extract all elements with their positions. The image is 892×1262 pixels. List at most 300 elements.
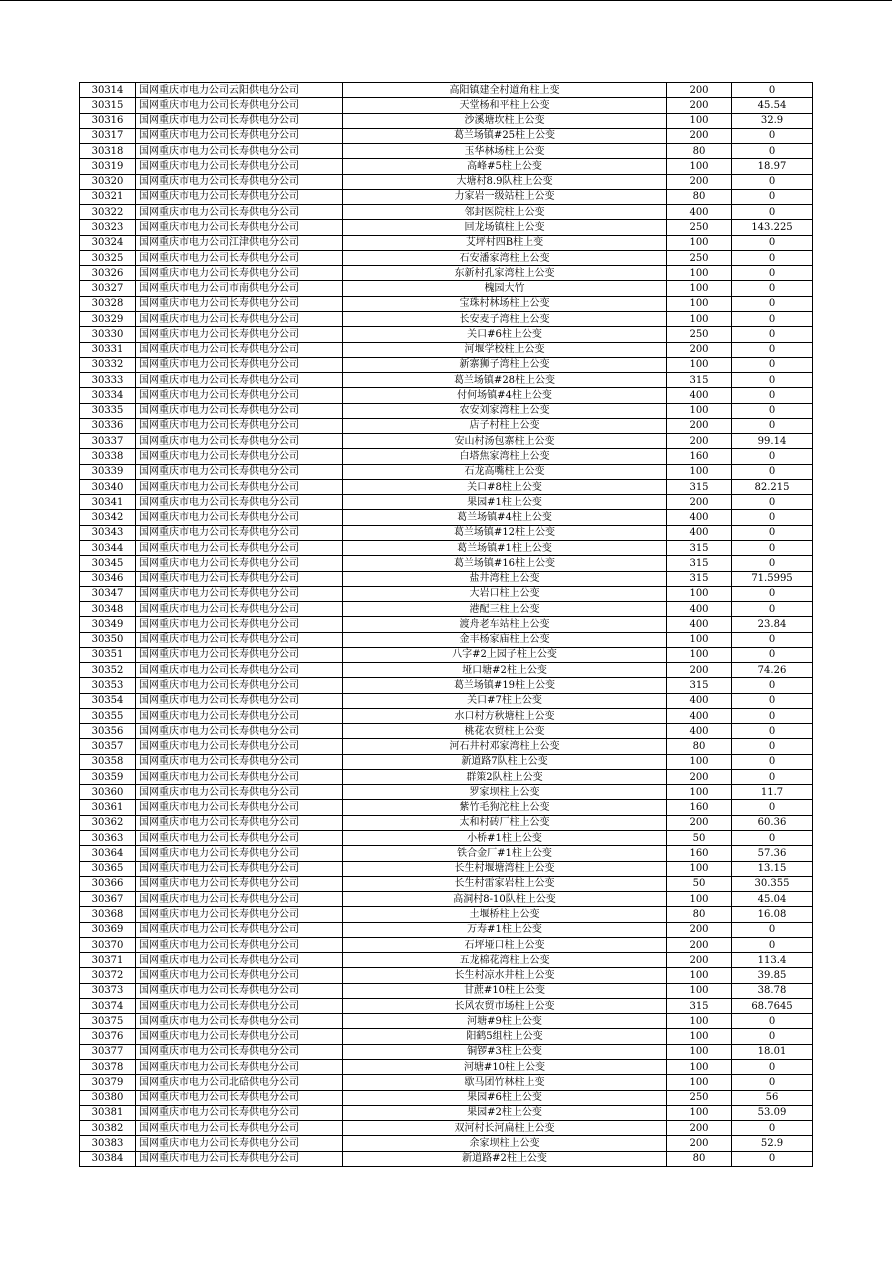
cell-company: 国网重庆市电力公司长寿供电分公司 xyxy=(136,434,343,449)
cell-load: 0 xyxy=(732,205,813,220)
cell-load: 0 xyxy=(732,1060,813,1075)
cell-company: 国网重庆市电力公司长寿供电分公司 xyxy=(136,174,343,189)
cell-capacity: 80 xyxy=(667,907,732,922)
cell-company: 国网重庆市电力公司江津供电分公司 xyxy=(136,235,343,250)
cell-capacity: 200 xyxy=(667,342,732,357)
cell-capacity: 200 xyxy=(667,418,732,433)
cell-company: 国网重庆市电力公司长寿供电分公司 xyxy=(136,403,343,418)
cell-capacity: 50 xyxy=(667,831,732,846)
cell-id: 30381 xyxy=(80,1105,136,1120)
cell-capacity: 100 xyxy=(667,296,732,311)
cell-id: 30374 xyxy=(80,998,136,1013)
cell-company: 国网重庆市电力公司北碚供电分公司 xyxy=(136,1075,343,1090)
cell-transformer-name: 高阳镇建全村道角柱上变 xyxy=(343,83,667,98)
cell-company: 国网重庆市电力公司长寿供电分公司 xyxy=(136,998,343,1013)
cell-company: 国网重庆市电力公司长寿供电分公司 xyxy=(136,510,343,525)
cell-company: 国网重庆市电力公司长寿供电分公司 xyxy=(136,724,343,739)
cell-transformer-name: 水口村方秋塘柱上公变 xyxy=(343,708,667,723)
cell-id: 30384 xyxy=(80,1151,136,1166)
table-row xyxy=(80,647,813,662)
cell-id: 30356 xyxy=(80,724,136,739)
cell-load: 38.78 xyxy=(732,983,813,998)
table-row xyxy=(80,1075,813,1090)
cell-load: 0 xyxy=(732,1075,813,1090)
cell-capacity: 400 xyxy=(667,617,732,632)
table-row xyxy=(80,602,813,617)
cell-load: 13.15 xyxy=(732,861,813,876)
cell-id: 30350 xyxy=(80,632,136,647)
cell-transformer-name: 河塘#10柱上公变 xyxy=(343,1060,667,1075)
cell-company: 国网重庆市电力公司长寿供电分公司 xyxy=(136,205,343,220)
cell-company: 国网重庆市电力公司长寿供电分公司 xyxy=(136,983,343,998)
cell-load: 0 xyxy=(732,525,813,540)
cell-transformer-name: 万寿#1柱上公变 xyxy=(343,922,667,937)
cell-id: 30335 xyxy=(80,403,136,418)
cell-load: 0 xyxy=(732,586,813,601)
cell-company: 国网重庆市电力公司长寿供电分公司 xyxy=(136,327,343,342)
cell-load: 11.7 xyxy=(732,785,813,800)
cell-company: 国网重庆市电力公司长寿供电分公司 xyxy=(136,311,343,326)
cell-transformer-name: 土堰桥柱上公变 xyxy=(343,907,667,922)
cell-load: 113.4 xyxy=(732,953,813,968)
table-row xyxy=(80,861,813,876)
cell-transformer-name: 高洞村8-10队柱上公变 xyxy=(343,892,667,907)
cell-company: 国网重庆市电力公司长寿供电分公司 xyxy=(136,418,343,433)
cell-id: 30377 xyxy=(80,1044,136,1059)
cell-capacity: 80 xyxy=(667,189,732,204)
cell-id: 30364 xyxy=(80,846,136,861)
cell-transformer-name: 槐园大竹 xyxy=(343,281,667,296)
cell-capacity: 250 xyxy=(667,1090,732,1105)
cell-id: 30378 xyxy=(80,1060,136,1075)
cell-transformer-name: 长生村雷家岩柱上公变 xyxy=(343,876,667,891)
cell-transformer-name: 葛兰场镇#1柱上公变 xyxy=(343,540,667,555)
cell-capacity: 315 xyxy=(667,556,732,571)
table-row xyxy=(80,754,813,769)
cell-company: 国网重庆市电力公司长寿供电分公司 xyxy=(136,1044,343,1059)
table-row xyxy=(80,296,813,311)
cell-id: 30369 xyxy=(80,922,136,937)
cell-load: 30.355 xyxy=(732,876,813,891)
table-row xyxy=(80,266,813,281)
cell-transformer-name: 新道路7队柱上公变 xyxy=(343,754,667,769)
cell-capacity: 100 xyxy=(667,357,732,372)
cell-company: 国网重庆市电力公司长寿供电分公司 xyxy=(136,495,343,510)
cell-capacity: 100 xyxy=(667,311,732,326)
table-row xyxy=(80,800,813,815)
cell-company: 国网重庆市电力公司长寿供电分公司 xyxy=(136,754,343,769)
cell-load: 53.09 xyxy=(732,1105,813,1120)
table-row xyxy=(80,189,813,204)
cell-transformer-name: 阳鹤5组柱上公变 xyxy=(343,1029,667,1044)
cell-transformer-name: 长风农贸市场柱上公变 xyxy=(343,998,667,1013)
cell-company: 国网重庆市电力公司长寿供电分公司 xyxy=(136,373,343,388)
cell-company: 国网重庆市电力公司长寿供电分公司 xyxy=(136,525,343,540)
cell-capacity: 200 xyxy=(667,953,732,968)
cell-transformer-name: 长安麦子湾柱上公变 xyxy=(343,311,667,326)
cell-load: 56 xyxy=(732,1090,813,1105)
table-row xyxy=(80,342,813,357)
table-row xyxy=(80,1136,813,1151)
table-row xyxy=(80,968,813,983)
cell-transformer-name: 河石井村邓家湾柱上公变 xyxy=(343,739,667,754)
cell-transformer-name: 葛兰场镇#19柱上公变 xyxy=(343,678,667,693)
cell-company: 国网重庆市电力公司长寿供电分公司 xyxy=(136,189,343,204)
cell-transformer-name: 付何场镇#4柱上公变 xyxy=(343,388,667,403)
cell-capacity: 200 xyxy=(667,1121,732,1136)
table-row xyxy=(80,464,813,479)
cell-capacity: 200 xyxy=(667,663,732,678)
cell-transformer-name: 关口#7柱上公变 xyxy=(343,693,667,708)
cell-company: 国网重庆市电力公司长寿供电分公司 xyxy=(136,540,343,555)
cell-transformer-name: 桃花农贸柱上公变 xyxy=(343,724,667,739)
cell-company: 国网重庆市电力公司长寿供电分公司 xyxy=(136,968,343,983)
cell-company: 国网重庆市电力公司长寿供电分公司 xyxy=(136,1060,343,1075)
cell-capacity: 250 xyxy=(667,250,732,265)
cell-id: 30326 xyxy=(80,266,136,281)
table-row xyxy=(80,815,813,830)
cell-load: 0 xyxy=(732,388,813,403)
cell-transformer-name: 河堰学校柱上公变 xyxy=(343,342,667,357)
cell-company: 国网重庆市电力公司长寿供电分公司 xyxy=(136,602,343,617)
table-row xyxy=(80,953,813,968)
cell-load: 0 xyxy=(732,739,813,754)
cell-transformer-name: 新道路#2柱上公变 xyxy=(343,1151,667,1166)
cell-transformer-name: 盐井湾柱上公变 xyxy=(343,571,667,586)
cell-company: 国网重庆市电力公司长寿供电分公司 xyxy=(136,663,343,678)
table-row xyxy=(80,250,813,265)
cell-company: 国网重庆市电力公司长寿供电分公司 xyxy=(136,98,343,113)
cell-load: 0 xyxy=(732,449,813,464)
cell-load: 0 xyxy=(732,144,813,159)
table-row xyxy=(80,113,813,128)
cell-company: 国网重庆市电力公司长寿供电分公司 xyxy=(136,647,343,662)
table-row xyxy=(80,388,813,403)
cell-company: 国网重庆市电力公司长寿供电分公司 xyxy=(136,357,343,372)
table-row xyxy=(80,1029,813,1044)
cell-transformer-name: 安山村汤包寨柱上公变 xyxy=(343,434,667,449)
table-row xyxy=(80,831,813,846)
cell-company: 国网重庆市电力公司长寿供电分公司 xyxy=(136,892,343,907)
cell-capacity: 100 xyxy=(667,159,732,174)
cell-id: 30372 xyxy=(80,968,136,983)
cell-load: 0 xyxy=(732,937,813,952)
table-row xyxy=(80,83,813,98)
cell-load: 0 xyxy=(732,495,813,510)
cell-capacity: 200 xyxy=(667,769,732,784)
cell-load: 45.04 xyxy=(732,892,813,907)
table-row xyxy=(80,892,813,907)
table-row xyxy=(80,434,813,449)
cell-id: 30327 xyxy=(80,281,136,296)
cell-load: 0 xyxy=(732,510,813,525)
cell-company: 国网重庆市电力公司长寿供电分公司 xyxy=(136,1029,343,1044)
cell-load: 0 xyxy=(732,266,813,281)
cell-transformer-name: 石坪垭口柱上公变 xyxy=(343,937,667,952)
cell-id: 30352 xyxy=(80,663,136,678)
cell-capacity: 400 xyxy=(667,388,732,403)
cell-company: 国网重庆市电力公司长寿供电分公司 xyxy=(136,876,343,891)
cell-company: 国网重庆市电力公司长寿供电分公司 xyxy=(136,128,343,143)
table-row xyxy=(80,159,813,174)
cell-capacity: 80 xyxy=(667,144,732,159)
cell-load: 0 xyxy=(732,1151,813,1166)
cell-load: 0 xyxy=(732,724,813,739)
cell-transformer-name: 葛兰场镇#28柱上公变 xyxy=(343,373,667,388)
cell-load: 0 xyxy=(732,83,813,98)
cell-load: 0 xyxy=(732,556,813,571)
cell-capacity: 100 xyxy=(667,983,732,998)
cell-transformer-name: 艾坪村四B柱上变 xyxy=(343,235,667,250)
cell-capacity: 200 xyxy=(667,83,732,98)
cell-capacity: 100 xyxy=(667,1105,732,1120)
table-row xyxy=(80,708,813,723)
cell-company: 国网重庆市电力公司长寿供电分公司 xyxy=(136,831,343,846)
table-row xyxy=(80,357,813,372)
cell-transformer-name: 铁合金厂#1柱上公变 xyxy=(343,846,667,861)
cell-load: 0 xyxy=(732,281,813,296)
cell-id: 30367 xyxy=(80,892,136,907)
table-row xyxy=(80,724,813,739)
cell-capacity: 200 xyxy=(667,174,732,189)
cell-transformer-name: 罗家坝柱上公变 xyxy=(343,785,667,800)
cell-id: 30345 xyxy=(80,556,136,571)
table-row xyxy=(80,1090,813,1105)
cell-id: 30362 xyxy=(80,815,136,830)
table-row xyxy=(80,373,813,388)
cell-company: 国网重庆市电力公司长寿供电分公司 xyxy=(136,144,343,159)
cell-id: 30357 xyxy=(80,739,136,754)
cell-load: 0 xyxy=(732,128,813,143)
cell-transformer-name: 大塘村8.9队柱上公变 xyxy=(343,174,667,189)
transformer-table xyxy=(79,82,813,1167)
cell-transformer-name: 东新村孔家湾柱上公变 xyxy=(343,266,667,281)
cell-company: 国网重庆市电力公司长寿供电分公司 xyxy=(136,678,343,693)
cell-load: 18.01 xyxy=(732,1044,813,1059)
table-row xyxy=(80,1014,813,1029)
cell-capacity: 400 xyxy=(667,693,732,708)
table-row xyxy=(80,235,813,250)
cell-load: 0 xyxy=(732,1029,813,1044)
cell-load: 0 xyxy=(732,1014,813,1029)
cell-capacity: 100 xyxy=(667,113,732,128)
cell-id: 30315 xyxy=(80,98,136,113)
table-row xyxy=(80,418,813,433)
cell-company: 国网重庆市电力公司长寿供电分公司 xyxy=(136,815,343,830)
cell-company: 国网重庆市电力公司长寿供电分公司 xyxy=(136,953,343,968)
cell-load: 0 xyxy=(732,602,813,617)
cell-transformer-name: 沙溪塘坎柱上公变 xyxy=(343,113,667,128)
cell-transformer-name: 葛兰场镇#25柱上公变 xyxy=(343,128,667,143)
cell-id: 30380 xyxy=(80,1090,136,1105)
cell-transformer-name: 店子村柱上公变 xyxy=(343,418,667,433)
table-row xyxy=(80,998,813,1013)
cell-load: 0 xyxy=(732,693,813,708)
cell-load: 74.26 xyxy=(732,663,813,678)
cell-id: 30383 xyxy=(80,1136,136,1151)
cell-transformer-name: 白塔焦家湾柱上公变 xyxy=(343,449,667,464)
cell-load: 0 xyxy=(732,678,813,693)
cell-company: 国网重庆市电力公司长寿供电分公司 xyxy=(136,556,343,571)
cell-capacity: 100 xyxy=(667,1029,732,1044)
cell-id: 30361 xyxy=(80,800,136,815)
table-row xyxy=(80,1044,813,1059)
cell-transformer-name: 果园#1柱上公变 xyxy=(343,495,667,510)
cell-id: 30375 xyxy=(80,1014,136,1029)
cell-capacity: 100 xyxy=(667,403,732,418)
cell-company: 国网重庆市电力公司长寿供电分公司 xyxy=(136,250,343,265)
cell-transformer-name: 葛兰场镇#12柱上公变 xyxy=(343,525,667,540)
cell-company: 国网重庆市电力公司长寿供电分公司 xyxy=(136,1105,343,1120)
cell-transformer-name: 河塘#9柱上公变 xyxy=(343,1014,667,1029)
cell-id: 30382 xyxy=(80,1121,136,1136)
table-row xyxy=(80,525,813,540)
cell-load: 0 xyxy=(732,754,813,769)
table-row xyxy=(80,311,813,326)
cell-capacity: 315 xyxy=(667,479,732,494)
cell-id: 30353 xyxy=(80,678,136,693)
table-row xyxy=(80,876,813,891)
cell-capacity: 200 xyxy=(667,495,732,510)
cell-capacity: 400 xyxy=(667,724,732,739)
cell-capacity: 400 xyxy=(667,525,732,540)
cell-capacity: 100 xyxy=(667,632,732,647)
cell-company: 国网重庆市电力公司长寿供电分公司 xyxy=(136,907,343,922)
cell-load: 143.225 xyxy=(732,220,813,235)
cell-capacity: 160 xyxy=(667,846,732,861)
cell-capacity: 200 xyxy=(667,434,732,449)
cell-id: 30344 xyxy=(80,540,136,555)
cell-company: 国网重庆市电力公司长寿供电分公司 xyxy=(136,266,343,281)
cell-capacity: 100 xyxy=(667,1060,732,1075)
cell-load: 0 xyxy=(732,922,813,937)
cell-load: 0 xyxy=(732,189,813,204)
cell-capacity: 100 xyxy=(667,861,732,876)
cell-capacity: 80 xyxy=(667,1151,732,1166)
cell-company: 国网重庆市电力公司长寿供电分公司 xyxy=(136,571,343,586)
cell-capacity: 100 xyxy=(667,281,732,296)
cell-load: 0 xyxy=(732,235,813,250)
cell-transformer-name: 宝珠村林场柱上公变 xyxy=(343,296,667,311)
cell-id: 30370 xyxy=(80,937,136,952)
cell-id: 30319 xyxy=(80,159,136,174)
table-row xyxy=(80,144,813,159)
cell-capacity: 100 xyxy=(667,1044,732,1059)
table-row xyxy=(80,922,813,937)
page-top-rule xyxy=(0,0,892,1)
cell-transformer-name: 港配三柱上公变 xyxy=(343,602,667,617)
cell-load: 0 xyxy=(732,250,813,265)
cell-load: 0 xyxy=(732,373,813,388)
cell-id: 30360 xyxy=(80,785,136,800)
table-row xyxy=(80,479,813,494)
cell-capacity: 315 xyxy=(667,540,732,555)
cell-load: 0 xyxy=(732,647,813,662)
cell-capacity: 400 xyxy=(667,510,732,525)
cell-load: 0 xyxy=(732,174,813,189)
table-row xyxy=(80,632,813,647)
cell-capacity: 100 xyxy=(667,266,732,281)
cell-transformer-name: 葛兰场镇#16柱上公变 xyxy=(343,556,667,571)
cell-transformer-name: 农安刘家湾柱上公变 xyxy=(343,403,667,418)
table-row xyxy=(80,403,813,418)
cell-capacity: 100 xyxy=(667,1014,732,1029)
cell-transformer-name: 紫竹毛狗沱柱上公变 xyxy=(343,800,667,815)
cell-transformer-name: 石安潘家湾柱上公变 xyxy=(343,250,667,265)
cell-id: 30351 xyxy=(80,647,136,662)
table-row xyxy=(80,1151,813,1166)
cell-company: 国网重庆市电力公司长寿供电分公司 xyxy=(136,220,343,235)
cell-company: 国网重庆市电力公司长寿供电分公司 xyxy=(136,861,343,876)
cell-id: 30340 xyxy=(80,479,136,494)
cell-id: 30323 xyxy=(80,220,136,235)
cell-company: 国网重庆市电力公司长寿供电分公司 xyxy=(136,708,343,723)
cell-capacity: 100 xyxy=(667,647,732,662)
cell-transformer-name: 歇马团竹林柱上变 xyxy=(343,1075,667,1090)
cell-capacity: 400 xyxy=(667,708,732,723)
cell-id: 30371 xyxy=(80,953,136,968)
cell-company: 国网重庆市电力公司长寿供电分公司 xyxy=(136,113,343,128)
table-row xyxy=(80,769,813,784)
cell-capacity: 100 xyxy=(667,892,732,907)
cell-capacity: 250 xyxy=(667,327,732,342)
table-row xyxy=(80,449,813,464)
cell-capacity: 160 xyxy=(667,449,732,464)
cell-id: 30329 xyxy=(80,311,136,326)
cell-capacity: 200 xyxy=(667,922,732,937)
cell-capacity: 100 xyxy=(667,754,732,769)
cell-capacity: 100 xyxy=(667,1075,732,1090)
cell-id: 30355 xyxy=(80,708,136,723)
cell-company: 国网重庆市电力公司长寿供电分公司 xyxy=(136,693,343,708)
cell-company: 国网重庆市电力公司市南供电分公司 xyxy=(136,281,343,296)
table-row xyxy=(80,693,813,708)
cell-transformer-name: 石龙高嘴柱上公变 xyxy=(343,464,667,479)
cell-load: 0 xyxy=(732,418,813,433)
cell-capacity: 100 xyxy=(667,586,732,601)
cell-company: 国网重庆市电力公司长寿供电分公司 xyxy=(136,617,343,632)
cell-load: 0 xyxy=(732,296,813,311)
cell-id: 30343 xyxy=(80,525,136,540)
table-row xyxy=(80,739,813,754)
cell-load: 82.215 xyxy=(732,479,813,494)
cell-id: 30368 xyxy=(80,907,136,922)
cell-company: 国网重庆市电力公司长寿供电分公司 xyxy=(136,479,343,494)
cell-id: 30334 xyxy=(80,388,136,403)
cell-id: 30316 xyxy=(80,113,136,128)
cell-id: 30332 xyxy=(80,357,136,372)
cell-transformer-name: 铜锣#3柱上公变 xyxy=(343,1044,667,1059)
cell-transformer-name: 回龙场镇柱上公变 xyxy=(343,220,667,235)
cell-transformer-name: 果园#2柱上公变 xyxy=(343,1105,667,1120)
cell-id: 30328 xyxy=(80,296,136,311)
cell-id: 30322 xyxy=(80,205,136,220)
cell-transformer-name: 力家岩一级站柱上公变 xyxy=(343,189,667,204)
cell-capacity: 100 xyxy=(667,968,732,983)
cell-transformer-name: 玉华林场柱上公变 xyxy=(343,144,667,159)
cell-load: 0 xyxy=(732,327,813,342)
cell-transformer-name: 果园#6柱上公变 xyxy=(343,1090,667,1105)
cell-company: 国网重庆市电力公司长寿供电分公司 xyxy=(136,388,343,403)
cell-load: 60.36 xyxy=(732,815,813,830)
cell-load: 0 xyxy=(732,632,813,647)
cell-id: 30359 xyxy=(80,769,136,784)
cell-id: 30366 xyxy=(80,876,136,891)
cell-id: 30314 xyxy=(80,83,136,98)
cell-id: 30318 xyxy=(80,144,136,159)
cell-load: 45.54 xyxy=(732,98,813,113)
cell-id: 30331 xyxy=(80,342,136,357)
